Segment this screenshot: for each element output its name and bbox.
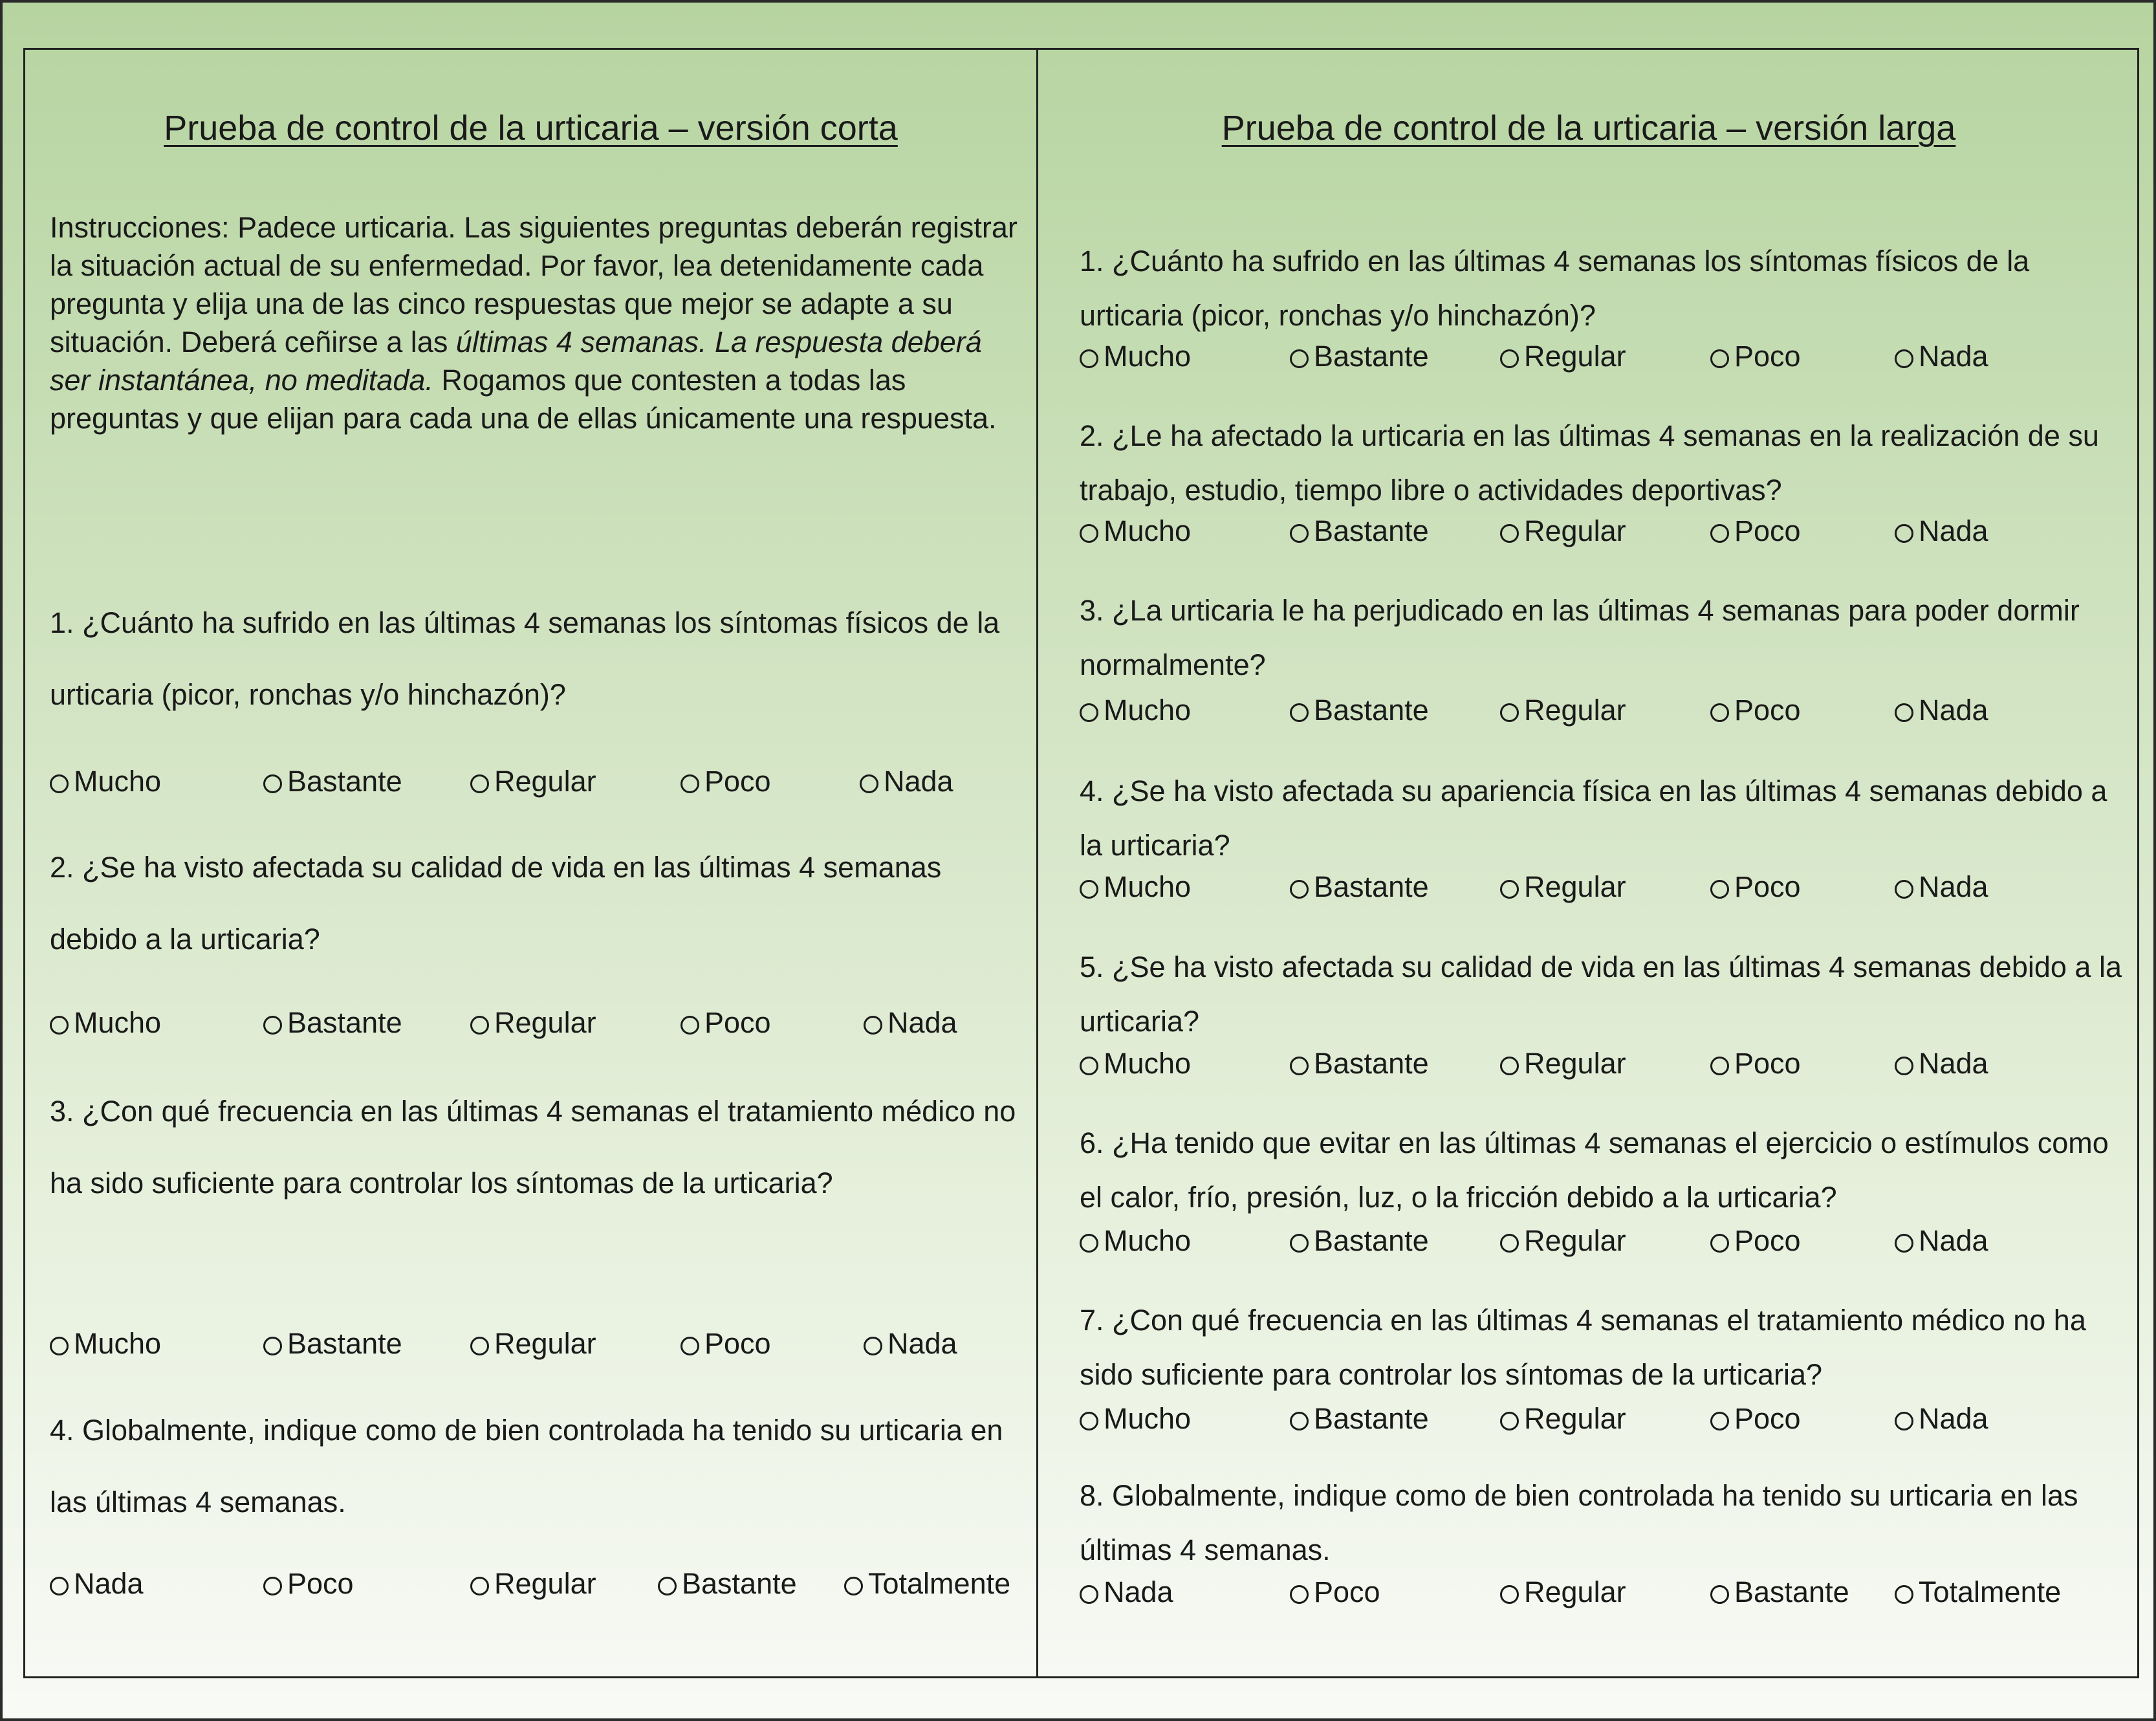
option-radio[interactable] — [263, 1006, 402, 1040]
option-label: Regular — [1524, 340, 1626, 373]
option-label: Bastante — [682, 1567, 797, 1600]
radio-circle-icon[interactable] — [50, 1577, 69, 1595]
option-radio[interactable] — [1710, 1224, 1801, 1258]
option-radio[interactable] — [1710, 514, 1801, 548]
option-label: Bastante — [1314, 514, 1429, 547]
radio-circle-icon[interactable] — [470, 1337, 489, 1355]
option-radio[interactable] — [263, 1327, 402, 1361]
option-label: Bastante — [1314, 694, 1429, 727]
short-question-1-options — [50, 765, 1033, 801]
option-label: Poco — [287, 1567, 354, 1600]
option-label: Bastante — [1314, 1047, 1429, 1080]
instructions-text — [50, 208, 1020, 437]
option-radio[interactable] — [864, 1006, 957, 1040]
radio-circle-icon[interactable] — [1710, 1234, 1729, 1253]
option-label: Regular — [494, 1006, 596, 1039]
option-label: Poco — [1314, 1575, 1380, 1608]
option-radio[interactable] — [864, 1327, 957, 1361]
questionnaire-frame — [23, 48, 2139, 1678]
radio-circle-icon[interactable] — [658, 1577, 677, 1595]
long-question-3: 3. ¿La urticaria le ha perjudicado en las últimas 4 semanas para poder dormir normalmente? — [1080, 594, 2080, 681]
option-radio[interactable] — [1500, 1224, 1626, 1258]
short-question-1: 1. ¿Cuánto ha sufrido en las últimas 4 semanas los síntomas físicos de la urticaria (picor, ronchas y/o hinchazón)? — [50, 606, 1000, 711]
radio-circle-icon[interactable] — [1500, 703, 1519, 722]
option-label: Totalmente — [1919, 1575, 2062, 1608]
option-radio[interactable] — [1710, 870, 1801, 904]
radio-circle-icon[interactable] — [1895, 1585, 1913, 1604]
option-label: Regular — [1524, 1047, 1626, 1080]
option-label: Nada — [1919, 340, 1988, 373]
option-label: Regular — [1524, 1575, 1626, 1608]
option-label: Nada — [74, 1567, 144, 1600]
long-question-2: 2. ¿Le ha afectado la urticaria en las últimas 4 semanas en la realización de su trabajo, estudio, tiempo libre o actividades deportivas? — [1080, 419, 2099, 507]
option-radio[interactable] — [1080, 1575, 1173, 1609]
option-radio[interactable] — [1895, 694, 1988, 727]
radio-circle-icon[interactable] — [470, 1016, 489, 1035]
long-question-8-options — [1080, 1575, 2128, 1612]
option-radio[interactable] — [1710, 694, 1801, 727]
radio-circle-icon[interactable] — [1290, 349, 1309, 368]
radio-circle-icon[interactable] — [1290, 880, 1309, 899]
option-label: Regular — [1524, 870, 1626, 903]
radio-circle-icon[interactable] — [1710, 703, 1729, 722]
radio-circle-icon[interactable] — [1080, 880, 1098, 899]
radio-circle-icon[interactable] — [263, 1577, 282, 1595]
long-question-4-options — [1080, 870, 2128, 906]
long-question-6-options — [1080, 1224, 2128, 1260]
short-question-4-options — [50, 1567, 1033, 1603]
instructions-part-1: Instrucciones: Padece urticaria. Las siguientes preguntas deberán registrar la situación actual de su enfermedad. Por favor, lea detenidamente cada pregunta y elija una de las cinco respuestas que mejor se adapte a su situación. Deberá ceñirse a las — [50, 211, 1018, 358]
long-version-column — [1038, 50, 2139, 1676]
radio-circle-icon[interactable] — [864, 1016, 882, 1035]
option-radio[interactable] — [1895, 1224, 1988, 1258]
radio-circle-icon[interactable] — [1895, 1412, 1913, 1431]
long-question-7: 7. ¿Con qué frecuencia en las últimas 4 semanas el tratamiento médico no ha sido suficiente para controlar los síntomas de la urticaria? — [1080, 1304, 2086, 1391]
option-radio[interactable] — [1500, 1047, 1626, 1080]
long-question-2-options — [1080, 514, 2128, 551]
option-label: Mucho — [1104, 694, 1192, 727]
radio-circle-icon[interactable] — [681, 1016, 699, 1035]
option-label: Bastante — [1314, 870, 1429, 903]
radio-circle-icon[interactable] — [50, 1337, 69, 1355]
radio-circle-icon[interactable] — [1500, 349, 1519, 368]
long-question-8: 8. Globalmente, indique como de bien controlada ha tenido su urticaria en las últimas 4 semanas. — [1080, 1479, 2078, 1566]
option-radio[interactable] — [681, 765, 771, 798]
option-radio[interactable] — [658, 1567, 797, 1601]
option-label: Mucho — [74, 1006, 162, 1039]
option-radio[interactable] — [470, 1567, 596, 1601]
radio-circle-icon[interactable] — [1710, 1585, 1729, 1604]
option-radio[interactable] — [1500, 1402, 1626, 1436]
option-radio[interactable] — [1710, 340, 1801, 373]
radio-circle-icon[interactable] — [1500, 1585, 1519, 1604]
radio-circle-icon[interactable] — [1500, 1234, 1519, 1253]
option-radio[interactable] — [1500, 1575, 1626, 1609]
option-radio[interactable] — [1500, 694, 1626, 727]
option-radio[interactable] — [860, 765, 953, 798]
short-question-3-options — [50, 1327, 1033, 1363]
option-label: Poco — [1734, 340, 1801, 373]
radio-circle-icon[interactable] — [1710, 524, 1729, 543]
option-label: Bastante — [1314, 1224, 1429, 1257]
option-label: Mucho — [1104, 1402, 1192, 1435]
long-version-title: Prueba de control de la urticaria – versión larga — [1221, 109, 1956, 148]
radio-circle-icon[interactable] — [1080, 1412, 1098, 1431]
option-label: Nada — [1919, 1402, 1988, 1435]
option-label: Mucho — [74, 1327, 162, 1360]
option-label: Poco — [1734, 1224, 1801, 1257]
radio-circle-icon[interactable] — [1895, 880, 1913, 899]
option-label: Regular — [1524, 694, 1626, 727]
option-radio[interactable] — [1080, 694, 1191, 727]
radio-circle-icon[interactable] — [50, 774, 69, 793]
radio-circle-icon[interactable] — [1290, 703, 1309, 722]
option-radio[interactable] — [50, 1327, 161, 1361]
radio-circle-icon[interactable] — [1895, 1234, 1913, 1253]
short-question-2: 2. ¿Se ha visto afectada su calidad de vida en las últimas 4 semanas debido a la urticaria? — [50, 851, 942, 956]
option-label: Poco — [1734, 1402, 1801, 1435]
option-radio[interactable] — [1710, 1047, 1801, 1080]
radio-circle-icon[interactable] — [1290, 1585, 1309, 1604]
radio-circle-icon[interactable] — [681, 774, 699, 793]
option-radio[interactable] — [50, 1567, 144, 1601]
option-label: Mucho — [1104, 514, 1192, 547]
option-radio[interactable] — [470, 1006, 596, 1040]
radio-circle-icon[interactable] — [1080, 1585, 1098, 1604]
option-radio[interactable] — [1080, 1047, 1191, 1080]
option-radio[interactable] — [844, 1567, 1010, 1601]
option-radio[interactable] — [1500, 340, 1626, 373]
radio-circle-icon[interactable] — [263, 774, 282, 793]
radio-circle-icon[interactable] — [1710, 1057, 1729, 1075]
option-label: Bastante — [1314, 340, 1429, 373]
option-label: Poco — [1734, 694, 1801, 727]
option-label: Poco — [1734, 870, 1801, 903]
option-radio[interactable] — [1710, 1402, 1801, 1436]
option-radio[interactable] — [470, 765, 596, 798]
option-radio[interactable] — [681, 1006, 771, 1040]
radio-circle-icon[interactable] — [1710, 1412, 1729, 1431]
radio-circle-icon[interactable] — [1290, 524, 1309, 543]
option-label: Bastante — [1314, 1402, 1429, 1435]
option-radio[interactable] — [263, 1567, 354, 1601]
long-question-3-options — [1080, 694, 2128, 730]
radio-circle-icon[interactable] — [1500, 880, 1519, 899]
option-label: Regular — [494, 765, 596, 798]
option-radio[interactable] — [1290, 1224, 1429, 1258]
radio-circle-icon[interactable] — [1080, 1234, 1098, 1253]
option-label: Nada — [1104, 1575, 1173, 1608]
option-radio[interactable] — [1290, 1402, 1429, 1436]
option-label: Regular — [1524, 1402, 1626, 1435]
option-label: Totalmente — [868, 1567, 1011, 1600]
radio-circle-icon[interactable] — [1895, 703, 1913, 722]
option-radio[interactable] — [1290, 870, 1429, 904]
radio-circle-icon[interactable] — [681, 1337, 699, 1355]
instructions-part-2: Rogamos que contesten a todas las preguntas y que elijan para cada una de ellas únicamente una respuesta. — [50, 364, 997, 435]
option-radio[interactable] — [1290, 514, 1429, 548]
long-question-5-options — [1080, 1047, 2128, 1083]
radio-circle-icon[interactable] — [1290, 1057, 1309, 1075]
long-question-1: 1. ¿Cuánto ha sufrido en las últimas 4 semanas los síntomas físicos de la urticaria (picor, ronchas y/o hinchazón)? — [1080, 245, 2030, 332]
short-question-4: 4. Globalmente, indique como de bien controlada ha tenido su urticaria en las últimas 4 semanas. — [50, 1414, 1003, 1518]
option-label: Bastante — [1734, 1575, 1849, 1608]
option-label: Regular — [494, 1567, 596, 1600]
option-label: Mucho — [1104, 1047, 1192, 1080]
option-label: Nada — [1919, 1224, 1988, 1257]
option-radio[interactable] — [1290, 1047, 1429, 1080]
long-question-4: 4. ¿Se ha visto afectada su apariencia física en las últimas 4 semanas debido a la urticaria? — [1080, 774, 2107, 862]
option-radio[interactable] — [1080, 514, 1191, 548]
radio-circle-icon[interactable] — [263, 1016, 282, 1035]
option-radio[interactable] — [263, 765, 402, 798]
option-radio[interactable] — [1290, 340, 1429, 373]
radio-circle-icon[interactable] — [1710, 349, 1729, 368]
option-label: Bastante — [287, 765, 402, 798]
option-radio[interactable] — [470, 1327, 596, 1361]
radio-circle-icon[interactable] — [1080, 703, 1098, 722]
radio-circle-icon[interactable] — [470, 774, 489, 793]
option-radio[interactable] — [50, 765, 161, 798]
radio-circle-icon[interactable] — [470, 1577, 489, 1595]
radio-circle-icon[interactable] — [1500, 524, 1519, 543]
option-radio[interactable] — [1080, 1224, 1191, 1258]
option-radio[interactable] — [1710, 1575, 1849, 1609]
radio-circle-icon[interactable] — [1080, 349, 1098, 368]
option-label: Nada — [1919, 514, 1988, 547]
radio-circle-icon[interactable] — [263, 1337, 282, 1355]
option-label: Nada — [1919, 1047, 1988, 1080]
instructions-italic: últimas 4 semanas. La respuesta deberá ser instantánea, no meditada. — [50, 325, 982, 397]
option-radio[interactable] — [1895, 340, 1988, 373]
short-version-column — [25, 50, 1036, 1676]
radio-circle-icon[interactable] — [50, 1016, 69, 1035]
option-radio[interactable] — [1080, 340, 1191, 373]
option-radio[interactable] — [1080, 1402, 1191, 1436]
option-label: Mucho — [1104, 340, 1192, 373]
option-label: Mucho — [1104, 870, 1192, 903]
option-label: Nada — [1919, 694, 1988, 727]
option-label: Poco — [1734, 1047, 1801, 1080]
radio-circle-icon[interactable] — [1080, 1057, 1098, 1075]
option-label: Nada — [887, 1006, 957, 1039]
option-label: Mucho — [1104, 1224, 1192, 1257]
option-radio[interactable] — [1290, 1575, 1380, 1609]
option-radio[interactable] — [50, 1006, 161, 1040]
option-radio[interactable] — [1895, 514, 1988, 548]
long-question-6: 6. ¿Ha tenido que evitar en las últimas 4 semanas el ejercicio o estímulos como el calor, frío, presión, luz, o la fricción debido a la urticaria? — [1080, 1126, 2109, 1214]
radio-circle-icon[interactable] — [1290, 1234, 1309, 1253]
short-question-2-options — [50, 1006, 1033, 1042]
option-radio[interactable] — [1895, 1575, 2061, 1609]
radio-circle-icon[interactable] — [844, 1577, 863, 1595]
radio-circle-icon[interactable] — [1895, 349, 1913, 368]
option-label: Poco — [704, 1006, 771, 1039]
long-question-7-options — [1080, 1402, 2128, 1438]
radio-circle-icon[interactable] — [1500, 1412, 1519, 1431]
option-radio[interactable] — [1895, 1402, 1988, 1436]
long-question-5: 5. ¿Se ha visto afectada su calidad de vida en las últimas 4 semanas debido a la urticaria? — [1080, 950, 2122, 1038]
radio-circle-icon[interactable] — [1895, 1057, 1913, 1075]
option-label: Nada — [884, 765, 953, 798]
option-label: Regular — [1524, 1224, 1626, 1257]
short-question-3: 3. ¿Con qué frecuencia en las últimas 4 semanas el tratamiento médico no ha sido suficiente para controlar los síntomas de la urticaria? — [50, 1095, 1016, 1200]
option-label: Nada — [1919, 870, 1988, 903]
option-label: Mucho — [74, 765, 162, 798]
radio-circle-icon[interactable] — [1895, 524, 1913, 543]
short-version-title: Prueba de control de la urticaria – versión corta — [164, 109, 898, 148]
option-radio[interactable] — [681, 1327, 771, 1361]
option-label: Poco — [704, 765, 771, 798]
option-radio[interactable] — [1290, 694, 1429, 727]
option-label: Poco — [704, 1327, 771, 1360]
option-label: Regular — [494, 1327, 596, 1360]
option-radio[interactable] — [1500, 870, 1626, 904]
radio-circle-icon[interactable] — [860, 774, 878, 793]
radio-circle-icon[interactable] — [864, 1337, 882, 1355]
radio-circle-icon[interactable] — [1710, 880, 1729, 899]
option-radio[interactable] — [1895, 1047, 1988, 1080]
option-radio[interactable] — [1080, 870, 1191, 904]
radio-circle-icon[interactable] — [1080, 524, 1098, 543]
option-radio[interactable] — [1895, 870, 1988, 904]
option-label: Bastante — [287, 1327, 402, 1360]
option-label: Nada — [887, 1327, 957, 1360]
radio-circle-icon[interactable] — [1500, 1057, 1519, 1075]
radio-circle-icon[interactable] — [1290, 1412, 1309, 1431]
option-label: Regular — [1524, 514, 1626, 547]
option-label: Bastante — [287, 1006, 402, 1039]
option-label: Poco — [1734, 514, 1801, 547]
long-question-1-options — [1080, 340, 2128, 376]
option-radio[interactable] — [1500, 514, 1626, 548]
